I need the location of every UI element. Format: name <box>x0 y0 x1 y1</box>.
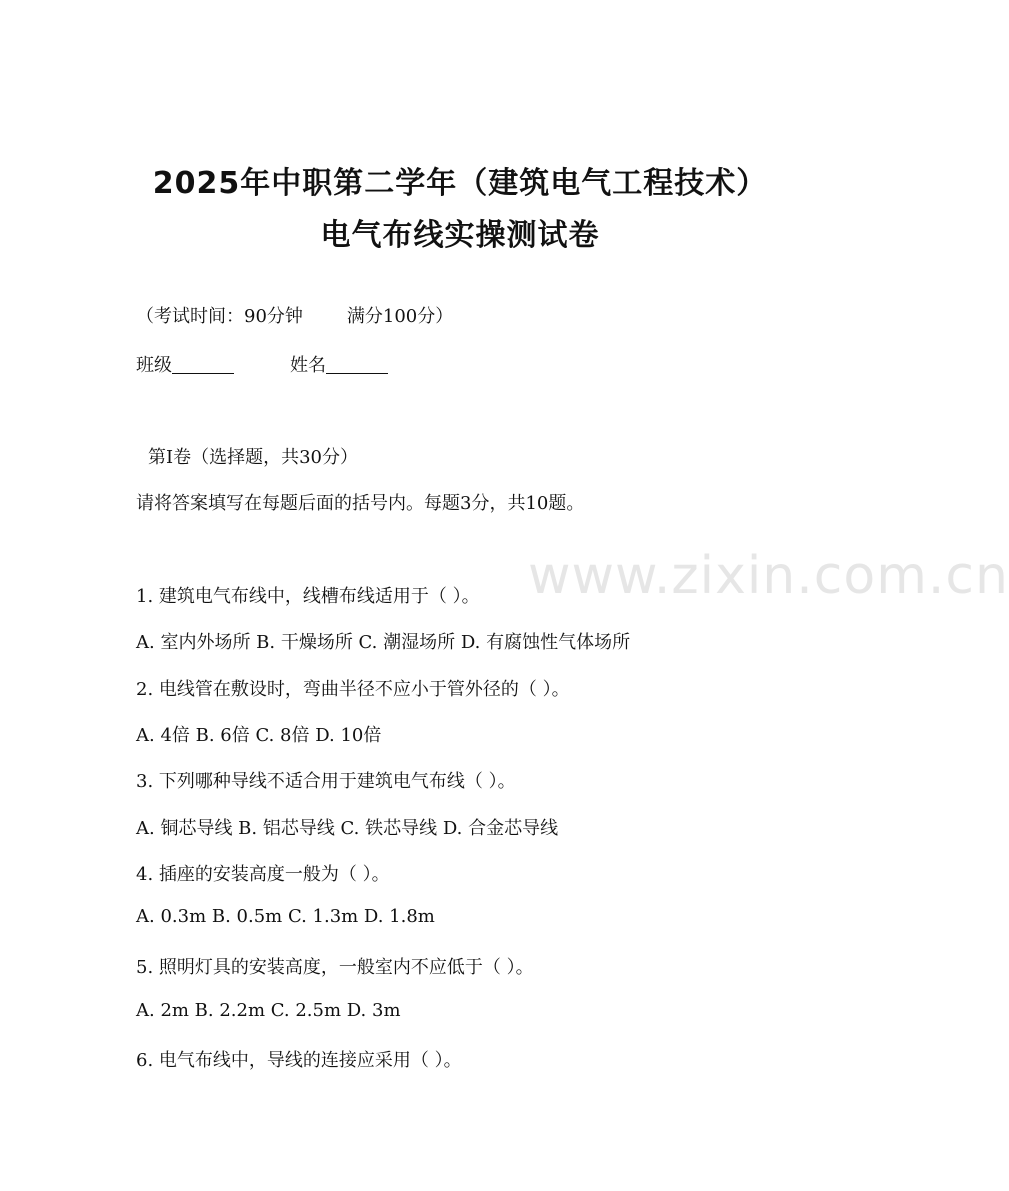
exam-title-line1: 2025年中职第二学年（建筑电气工程技术） <box>152 166 768 201</box>
question-stem: 6. 电气布线中，导线的连接应采用（ ）。 <box>136 1050 462 1071</box>
question-stem: 5. 照明灯具的安装高度，一般室内不应低于（ ）。 <box>136 957 534 978</box>
section-instruction: 请将答案填写在每题后面的括号内。每题3分，共10题。 <box>136 493 585 514</box>
question-options: A. 0.3m B. 0.5m C. 1.3m D. 1.8m <box>136 906 435 927</box>
question-options: A. 铜芯导线 B. 铝芯导线 C. 铁芯导线 D. 合金芯导线 <box>136 818 559 839</box>
question-options: A. 室内外场所 B. 干燥场所 C. 潮湿场所 D. 有腐蚀性气体场所 <box>136 632 631 653</box>
question-stem: 1. 建筑电气布线中，线槽布线适用于（ ）。 <box>136 586 480 607</box>
class-blank[interactable] <box>172 355 234 374</box>
section-heading: 第Ⅰ卷（选择题，共30分） <box>148 447 359 468</box>
exam-info <box>136 302 453 328</box>
name-blank[interactable] <box>326 355 388 374</box>
exam-title-line2: 电气布线实操测试卷 <box>320 218 600 253</box>
question-options: A. 4倍 B. 6倍 C. 8倍 D. 10倍 <box>136 725 382 746</box>
exam-full-score: 满分100分） <box>346 306 454 327</box>
question-stem: 3. 下列哪种导线不适合用于建筑电气布线（ ）。 <box>136 771 516 792</box>
student-fields <box>136 351 388 377</box>
question-options: A. 2m B. 2.2m C. 2.5m D. 3m <box>136 1000 401 1021</box>
question-stem: 4. 插座的安装高度一般为（ ）。 <box>136 864 390 885</box>
question-stem: 2. 电线管在敷设时，弯曲半径不应小于管外径的（ ）。 <box>136 679 570 700</box>
class-label: 班级 <box>136 355 172 376</box>
name-label: 姓名 <box>290 355 326 376</box>
exam-duration: （考试时间：90分钟 <box>136 306 303 327</box>
watermark: www.zixin.com.cn <box>528 546 1009 606</box>
